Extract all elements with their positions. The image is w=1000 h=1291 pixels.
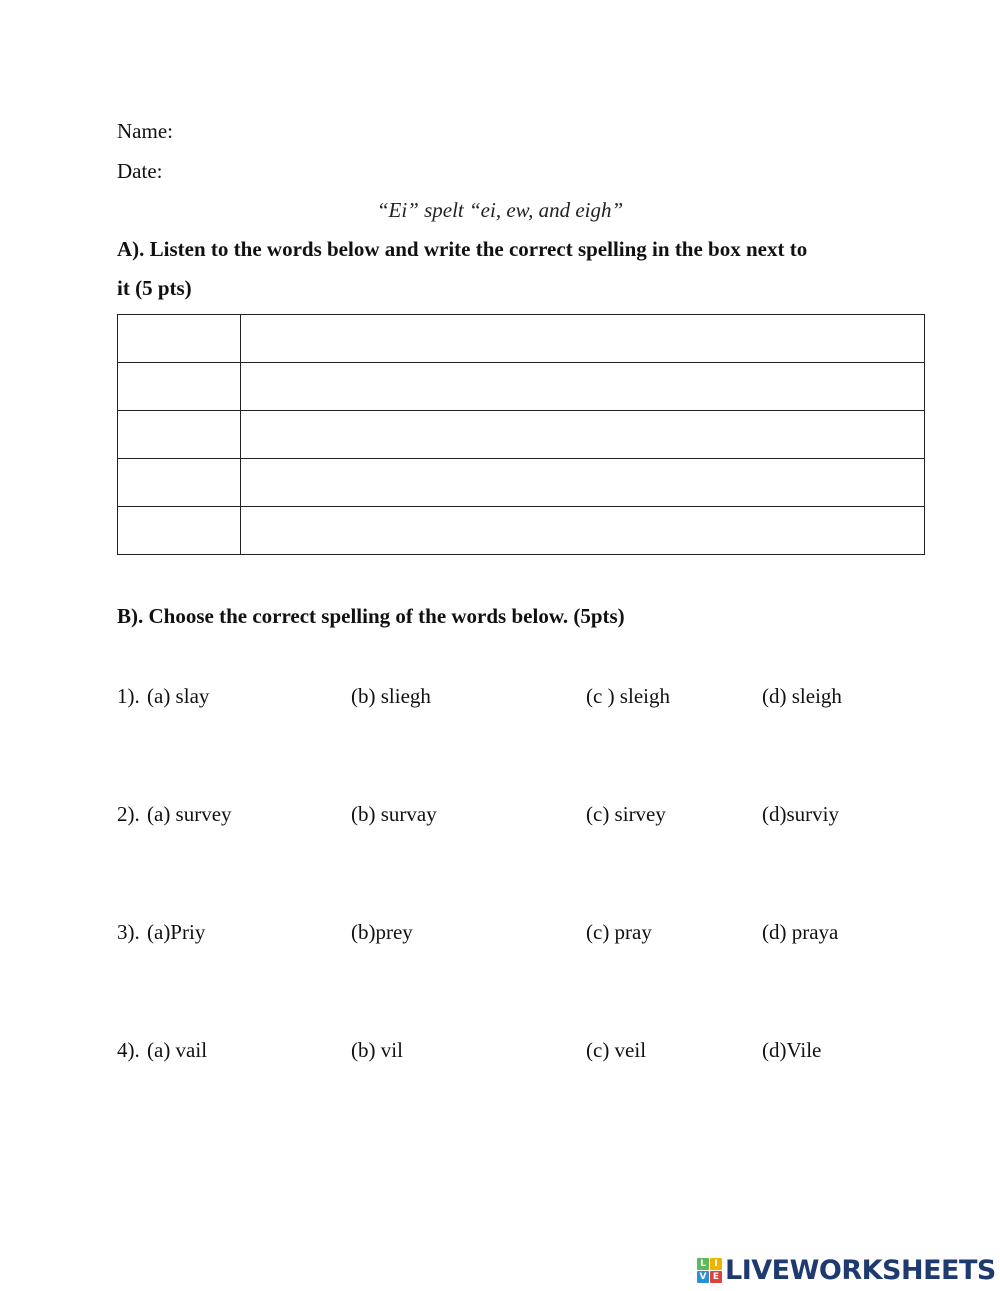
logo-block-i: I xyxy=(710,1258,722,1270)
word-cell xyxy=(118,459,241,507)
table-row xyxy=(118,363,925,411)
question-number: 4). xyxy=(117,1038,140,1062)
worksheet-title: “Ei” spelt “ei, ew, and eigh” xyxy=(376,198,624,222)
question-2 xyxy=(117,802,897,830)
answer-table xyxy=(117,314,925,555)
logo-blocks-icon xyxy=(697,1258,722,1283)
liveworksheets-logo xyxy=(697,1255,996,1285)
table-row xyxy=(118,507,925,555)
logo-block-v: V xyxy=(697,1271,709,1283)
option-d[interactable]: (d) sleigh xyxy=(762,684,842,708)
word-cell xyxy=(118,363,241,411)
question-4 xyxy=(117,1038,897,1066)
question-3 xyxy=(117,920,897,948)
option-a[interactable]: (a)Priy xyxy=(147,920,206,944)
question-1 xyxy=(117,684,897,712)
option-c[interactable]: (c) veil xyxy=(586,1038,647,1062)
logo-block-l: L xyxy=(697,1258,709,1270)
option-c[interactable]: (c ) sleigh xyxy=(586,684,670,708)
option-d[interactable]: (d) praya xyxy=(762,920,839,944)
question-number: 3). xyxy=(117,920,140,944)
question-number: 1). xyxy=(117,684,140,708)
option-a[interactable]: (a) slay xyxy=(147,684,210,708)
answer-box[interactable] xyxy=(241,459,925,507)
logo-block-e: E xyxy=(710,1271,722,1283)
table-row xyxy=(118,459,925,507)
section-b-instruction: B). Choose the correct spelling of the words below. (5pts) xyxy=(117,604,625,628)
option-d[interactable]: (d)surviy xyxy=(762,802,839,826)
section-a-instruction-line2: it (5 pts) xyxy=(117,276,192,300)
answer-box[interactable] xyxy=(241,411,925,459)
date-label: Date: xyxy=(117,159,163,183)
name-label: Name: xyxy=(117,119,173,143)
word-cell xyxy=(118,507,241,555)
option-a[interactable]: (a) vail xyxy=(147,1038,208,1062)
answer-box[interactable] xyxy=(241,315,925,363)
option-d[interactable]: (d)Vile xyxy=(762,1038,822,1062)
logo-text: LIVEWORKSHEETS xyxy=(725,1254,996,1286)
option-b[interactable]: (b) sliegh xyxy=(351,684,431,708)
word-cell xyxy=(118,411,241,459)
table-row xyxy=(118,315,925,363)
section-a-instruction-line1: A). Listen to the words below and write the correct spelling in the box next to xyxy=(117,237,808,261)
option-b[interactable]: (b)prey xyxy=(351,920,413,944)
question-number: 2). xyxy=(117,802,140,826)
option-b[interactable]: (b) survay xyxy=(351,802,437,826)
answer-box[interactable] xyxy=(241,363,925,411)
option-c[interactable]: (c) sirvey xyxy=(586,802,666,826)
option-b[interactable]: (b) vil xyxy=(351,1038,403,1062)
option-a[interactable]: (a) survey xyxy=(147,802,232,826)
table-row xyxy=(118,411,925,459)
option-c[interactable]: (c) pray xyxy=(586,920,652,944)
answer-box[interactable] xyxy=(241,507,925,555)
word-cell xyxy=(118,315,241,363)
